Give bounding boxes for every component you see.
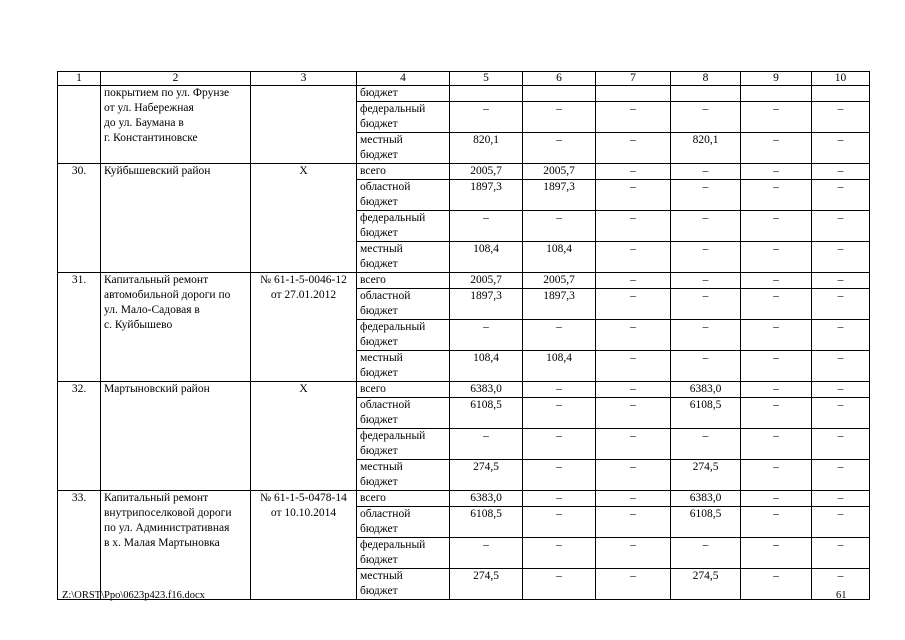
- page-number: 61: [836, 590, 847, 601]
- budget-source-line: местный: [360, 134, 403, 146]
- row-number: 30.: [58, 164, 101, 273]
- value-cell: –: [596, 164, 671, 180]
- column-header: 4: [357, 72, 450, 86]
- budget-source-line: бюджет: [360, 305, 398, 317]
- value-cell: 6383,0: [671, 382, 741, 398]
- value-cell: –: [812, 164, 870, 180]
- value-cell: [741, 86, 812, 102]
- value-cell: 6108,5: [450, 398, 523, 429]
- value-cell: 820,1: [671, 133, 741, 164]
- value-cell: –: [812, 211, 870, 242]
- budget-source-line: бюджет: [360, 414, 398, 426]
- value-cell: –: [523, 429, 596, 460]
- budget-source-line: бюджет: [360, 227, 398, 239]
- budget-source: [357, 164, 450, 180]
- budget-source-line: бюджет: [360, 367, 398, 379]
- budget-source-line: федеральный: [360, 539, 426, 551]
- budget-source: [357, 538, 450, 569]
- budget-source-line: бюджет: [360, 476, 398, 488]
- value-cell: –: [812, 102, 870, 133]
- object-name-line: до ул. Баумана в: [104, 117, 184, 129]
- budget-source: [357, 273, 450, 289]
- value-cell: –: [450, 538, 523, 569]
- value-cell: 108,4: [450, 242, 523, 273]
- value-cell: –: [812, 460, 870, 491]
- budget-source: [357, 320, 450, 351]
- document-ref: [251, 273, 357, 382]
- budget-source-line: всего: [360, 165, 386, 177]
- value-cell: 6383,0: [450, 491, 523, 507]
- value-cell: –: [596, 351, 671, 382]
- value-cell: –: [741, 102, 812, 133]
- value-cell: –: [671, 273, 741, 289]
- object-name-line: Куйбышевский район: [104, 165, 211, 177]
- budget-source-line: бюджет: [360, 585, 398, 597]
- value-cell: –: [812, 429, 870, 460]
- value-cell: –: [596, 211, 671, 242]
- object-name-line: г. Константиновске: [104, 132, 198, 144]
- value-cell: –: [450, 102, 523, 133]
- object-name: [101, 273, 251, 382]
- value-cell: –: [596, 289, 671, 320]
- budget-source: [357, 242, 450, 273]
- budget-source-line: областной: [360, 290, 411, 302]
- value-cell: 6383,0: [671, 491, 741, 507]
- column-header: 9: [741, 72, 812, 86]
- value-cell: –: [671, 289, 741, 320]
- value-cell: [596, 86, 671, 102]
- value-cell: –: [596, 242, 671, 273]
- value-cell: –: [596, 429, 671, 460]
- budget-source-line: всего: [360, 492, 386, 504]
- value-cell: –: [671, 351, 741, 382]
- value-cell: –: [741, 180, 812, 211]
- column-header: 5: [450, 72, 523, 86]
- value-cell: 6108,5: [671, 398, 741, 429]
- value-cell: –: [741, 133, 812, 164]
- budget-source-line: федеральный: [360, 212, 426, 224]
- value-cell: –: [671, 538, 741, 569]
- budget-source: [357, 429, 450, 460]
- row-number: [58, 86, 101, 164]
- column-header: 10: [812, 72, 870, 86]
- value-cell: –: [596, 102, 671, 133]
- value-cell: –: [523, 320, 596, 351]
- budget-source-line: бюджет: [360, 554, 398, 566]
- value-cell: –: [523, 102, 596, 133]
- value-cell: 274,5: [450, 569, 523, 600]
- value-cell: –: [741, 351, 812, 382]
- budget-source-line: бюджет: [360, 196, 398, 208]
- budget-source-line: бюджет: [360, 523, 398, 535]
- value-cell: –: [812, 538, 870, 569]
- row-number: 33.: [58, 491, 101, 600]
- value-cell: –: [523, 491, 596, 507]
- object-name-line: ул. Мало-Садовая в: [104, 304, 200, 316]
- budget-source-line: всего: [360, 274, 386, 286]
- value-cell: 2005,7: [450, 164, 523, 180]
- value-cell: –: [741, 429, 812, 460]
- value-cell: –: [741, 211, 812, 242]
- value-cell: –: [812, 351, 870, 382]
- budget-source-line: областной: [360, 181, 411, 193]
- value-cell: –: [523, 460, 596, 491]
- budget-source: [357, 569, 450, 600]
- value-cell: –: [812, 273, 870, 289]
- value-cell: –: [450, 320, 523, 351]
- object-name-line: с. Куйбышево: [104, 319, 173, 331]
- document-ref: [251, 86, 357, 164]
- table-row: [58, 164, 870, 180]
- value-cell: –: [741, 382, 812, 398]
- budget-source: [357, 211, 450, 242]
- value-cell: –: [741, 320, 812, 351]
- budget-source: [357, 133, 450, 164]
- budget-source-line: федеральный: [360, 103, 426, 115]
- value-cell: –: [741, 164, 812, 180]
- budget-source: [357, 398, 450, 429]
- document-ref-line: X: [299, 383, 308, 395]
- value-cell: –: [450, 211, 523, 242]
- value-cell: –: [523, 133, 596, 164]
- value-cell: –: [671, 180, 741, 211]
- value-cell: –: [671, 429, 741, 460]
- object-name-line: Капитальный ремонт: [104, 492, 209, 504]
- value-cell: –: [671, 102, 741, 133]
- budget-source: [357, 86, 450, 102]
- value-cell: –: [812, 242, 870, 273]
- value-cell: –: [523, 569, 596, 600]
- table-body: [58, 86, 870, 600]
- budget-source: [357, 180, 450, 211]
- value-cell: –: [812, 507, 870, 538]
- budget-source-line: всего: [360, 383, 386, 395]
- budget-source: [357, 507, 450, 538]
- value-cell: 108,4: [523, 242, 596, 273]
- value-cell: –: [523, 382, 596, 398]
- object-name-line: по ул. Административная: [104, 522, 230, 534]
- value-cell: 274,5: [450, 460, 523, 491]
- value-cell: –: [741, 273, 812, 289]
- column-header: 1: [58, 72, 101, 86]
- value-cell: 274,5: [671, 460, 741, 491]
- object-name: [101, 382, 251, 491]
- value-cell: 6108,5: [671, 507, 741, 538]
- column-header: 3: [251, 72, 357, 86]
- value-cell: –: [812, 491, 870, 507]
- object-name-line: внутрипоселковой дороги: [104, 507, 232, 519]
- budget-source-line: бюджет: [360, 336, 398, 348]
- budget-source-line: федеральный: [360, 430, 426, 442]
- document-ref-line: X: [299, 165, 308, 177]
- object-name-line: в х. Малая Мартыновка: [104, 537, 220, 549]
- value-cell: –: [812, 133, 870, 164]
- column-header: 6: [523, 72, 596, 86]
- value-cell: –: [741, 242, 812, 273]
- value-cell: 2005,7: [450, 273, 523, 289]
- value-cell: 2005,7: [523, 273, 596, 289]
- budget-source-line: бюджет: [360, 118, 398, 130]
- value-cell: –: [812, 398, 870, 429]
- header-row: [58, 72, 870, 86]
- value-cell: 1897,3: [523, 289, 596, 320]
- budget-source-line: местный: [360, 243, 403, 255]
- value-cell: –: [812, 320, 870, 351]
- budget-source-line: местный: [360, 352, 403, 364]
- table-row: [58, 86, 870, 102]
- value-cell: –: [523, 507, 596, 538]
- document-ref-line: от 27.01.2012: [270, 289, 337, 301]
- budget-source-line: бюджет: [360, 445, 398, 457]
- value-cell: –: [450, 429, 523, 460]
- value-cell: –: [812, 289, 870, 320]
- document-ref: [251, 382, 357, 491]
- value-cell: 1897,3: [450, 180, 523, 211]
- object-name: [101, 164, 251, 273]
- value-cell: –: [596, 491, 671, 507]
- budget-source: [357, 460, 450, 491]
- row-number: 31.: [58, 273, 101, 382]
- row-number: 32.: [58, 382, 101, 491]
- value-cell: –: [671, 242, 741, 273]
- value-cell: –: [596, 569, 671, 600]
- value-cell: 108,4: [450, 351, 523, 382]
- object-name: [101, 491, 251, 600]
- value-cell: –: [812, 180, 870, 211]
- value-cell: –: [596, 382, 671, 398]
- value-cell: –: [812, 569, 870, 600]
- value-cell: 2005,7: [523, 164, 596, 180]
- value-cell: [671, 86, 741, 102]
- column-header: 7: [596, 72, 671, 86]
- value-cell: –: [741, 538, 812, 569]
- value-cell: –: [596, 133, 671, 164]
- document-ref-line: № 61-1-5-0478-14: [260, 492, 347, 504]
- budget-source-line: областной: [360, 399, 411, 411]
- value-cell: –: [596, 538, 671, 569]
- value-cell: –: [523, 398, 596, 429]
- value-cell: –: [596, 398, 671, 429]
- value-cell: [523, 86, 596, 102]
- value-cell: –: [741, 507, 812, 538]
- document-ref-line: от 10.10.2014: [270, 507, 337, 519]
- table-row: [58, 382, 870, 398]
- budget-source-line: местный: [360, 461, 403, 473]
- budget-source-line: бюджет: [360, 258, 398, 270]
- value-cell: 1897,3: [523, 180, 596, 211]
- document-ref: [251, 164, 357, 273]
- value-cell: –: [741, 289, 812, 320]
- table-row: [58, 491, 870, 507]
- value-cell: –: [741, 460, 812, 491]
- object-name-line: покрытием по ул. Фрунзе: [104, 87, 230, 99]
- value-cell: –: [741, 569, 812, 600]
- budget-source: [357, 289, 450, 320]
- object-name-line: Мартыновский район: [104, 383, 210, 395]
- value-cell: [450, 86, 523, 102]
- budget-source-line: местный: [360, 570, 403, 582]
- budget-source: [357, 102, 450, 133]
- value-cell: –: [596, 507, 671, 538]
- object-name-line: от ул. Набережная: [104, 102, 194, 114]
- budget-source: [357, 491, 450, 507]
- value-cell: –: [812, 382, 870, 398]
- value-cell: –: [596, 180, 671, 211]
- value-cell: –: [671, 164, 741, 180]
- value-cell: –: [523, 211, 596, 242]
- value-cell: –: [596, 460, 671, 491]
- value-cell: 820,1: [450, 133, 523, 164]
- document-ref: [251, 491, 357, 600]
- value-cell: [812, 86, 870, 102]
- value-cell: 1897,3: [450, 289, 523, 320]
- value-cell: 274,5: [671, 569, 741, 600]
- value-cell: –: [671, 320, 741, 351]
- value-cell: –: [596, 320, 671, 351]
- table-row: [58, 273, 870, 289]
- value-cell: –: [741, 491, 812, 507]
- budget-source-line: федеральный: [360, 321, 426, 333]
- document-ref-line: № 61-1-5-0046-12: [260, 274, 347, 286]
- file-path: Z:\ORST\Ppo\0623p423.f16.docx: [62, 590, 205, 601]
- budget-table: [57, 71, 870, 600]
- budget-source-line: бюджет: [360, 149, 398, 161]
- object-name: [101, 86, 251, 164]
- value-cell: 6383,0: [450, 382, 523, 398]
- value-cell: 108,4: [523, 351, 596, 382]
- column-header: 2: [101, 72, 251, 86]
- budget-source: [357, 382, 450, 398]
- object-name-line: автомобильной дороги по: [104, 289, 231, 301]
- object-name-line: Капитальный ремонт: [104, 274, 209, 286]
- value-cell: –: [671, 211, 741, 242]
- budget-source-line: бюджет: [360, 87, 398, 99]
- budget-source: [357, 351, 450, 382]
- column-header: 8: [671, 72, 741, 86]
- value-cell: –: [523, 538, 596, 569]
- value-cell: –: [741, 398, 812, 429]
- budget-source-line: областной: [360, 508, 411, 520]
- value-cell: –: [596, 273, 671, 289]
- value-cell: 6108,5: [450, 507, 523, 538]
